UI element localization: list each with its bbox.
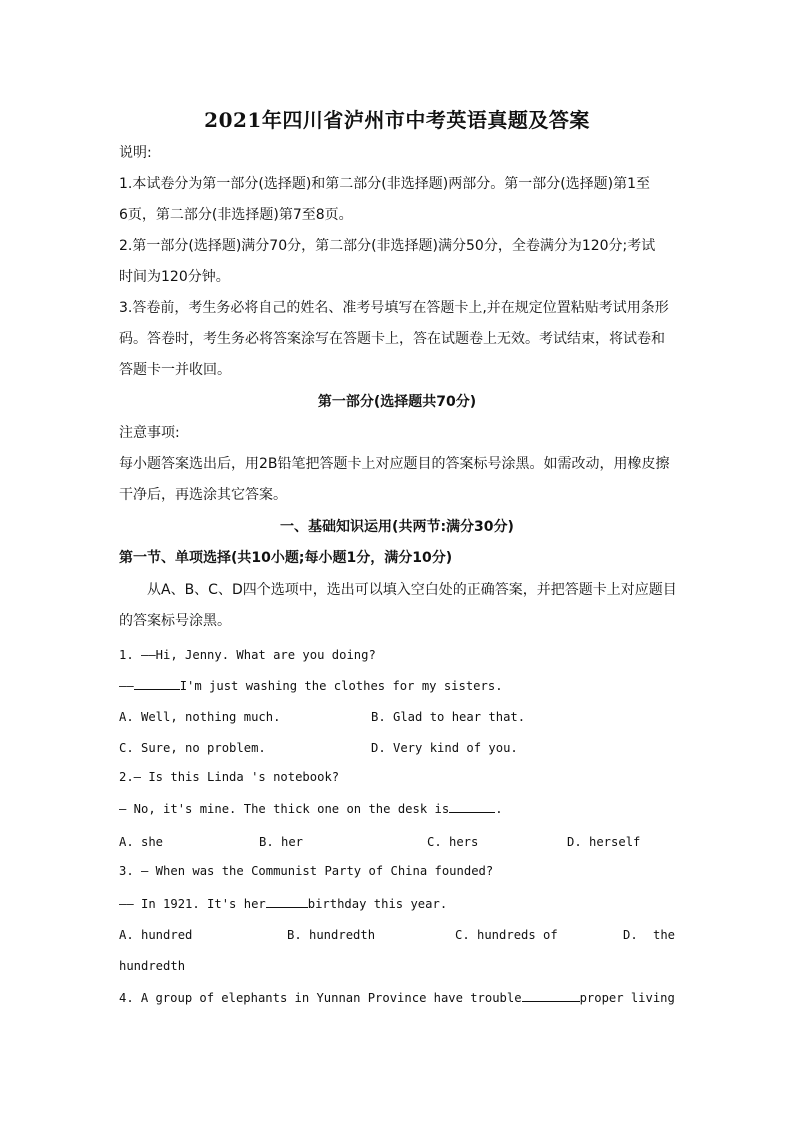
word: of — [199, 991, 215, 1005]
option-b: B. Glad to hear that. — [371, 710, 526, 724]
notes-line: 每小题答案选出后，用2B铅笔把答题卡上对应题目的答案标号涂黑。如需改动，用橡皮擦 — [119, 456, 670, 472]
option-c: C. hundreds of — [455, 928, 558, 942]
word: in — [294, 991, 310, 1005]
word: Yunnan — [316, 991, 361, 1005]
option-a: A. she — [119, 835, 164, 849]
reply-end: birthday this year. — [307, 897, 448, 911]
intro-line: 6页，第二部分(非选择题)第7至8页。 — [119, 207, 353, 223]
option-d-label: D. — [623, 928, 638, 942]
option-a: A. Well, nothing much. — [119, 710, 281, 724]
word-with-blank — [470, 983, 623, 1014]
intro-line: 1.本试卷分为第一部分(选择题)和第二部分(非选择题)两部分。第一部分(选择题)第1至 — [119, 176, 651, 192]
option-a: A. hundred — [119, 928, 193, 942]
intro-line: 码。答卷时，考生务必将答案涂写在答题卡上，答在试题卷上无效。考试结束，将试卷和 — [119, 331, 665, 347]
reply-text: I'm just washing the clothes for my sisters. — [179, 679, 503, 693]
answer-blank — [449, 798, 495, 813]
section-heading: 一、基础知识运用(共两节:满分30分) — [280, 519, 514, 535]
option-c: C. Sure, no problem. — [119, 741, 266, 755]
option-c: C. hers — [427, 835, 479, 849]
word: 4. — [119, 991, 134, 1005]
option-b: B. her — [259, 835, 304, 849]
answer-blank — [266, 893, 308, 908]
word: proper — [579, 991, 624, 1005]
option-d-text: the — [653, 928, 676, 942]
word: have — [433, 991, 463, 1005]
question-1-prompt: 1. ——Hi, Jenny. What are you doing? — [119, 648, 376, 662]
intro-line: 3.答卷前，考生务必将自己的姓名、准考号填写在答题卡上,并在规定位置粘贴考试用条形 — [119, 300, 669, 316]
question-1-reply — [119, 671, 503, 702]
word: trouble — [470, 991, 522, 1005]
word: Province — [367, 991, 427, 1005]
intro-label: 说明: — [119, 145, 152, 161]
option-d-continued: hundredth — [119, 959, 186, 973]
intro-line: 2.第一部分(选择题)满分70分，第二部分(非选择题)满分50分，全卷满分为120分;考试 — [119, 238, 656, 254]
option-d: D. Very kind of you. — [371, 741, 518, 755]
reply-text: —— In 1921. It's her — [119, 897, 266, 911]
word: group — [155, 991, 193, 1005]
intro-line: 时间为120分钟。 — [119, 269, 230, 285]
word: elephants — [221, 991, 288, 1005]
question-3-reply — [119, 889, 447, 920]
instructions-line: 从A、B、C、D四个选项中，选出可以填入空白处的正确答案，并把答题卡上对应题目 — [147, 582, 677, 598]
instructions-line: 的答案标号涂黑。 — [119, 613, 231, 629]
notes-line: 干净后，再选涂其它答案。 — [119, 487, 287, 503]
answer-blank — [134, 675, 180, 690]
intro-line: 答题卡一并收回。 — [119, 362, 231, 378]
document-title: 2021年四川省泸州市中考英语真题及答案 — [204, 108, 590, 132]
question-2-prompt: 2.— Is this Linda 's notebook? — [119, 770, 340, 784]
word: A — [140, 991, 149, 1005]
answer-blank — [522, 987, 580, 1002]
question-2-reply — [119, 794, 503, 825]
question-3-prompt: 3. — When was the Communist Party of China founded? — [119, 864, 494, 878]
option-b: B. hundredth — [287, 928, 376, 942]
question-4-prompt — [119, 983, 675, 1014]
notes-label: 注意事项: — [119, 425, 180, 441]
option-d: D. herself — [567, 835, 641, 849]
dash: —— — [119, 679, 134, 693]
part1-heading: 第一部分(选择题共70分) — [317, 394, 477, 410]
word: living — [630, 991, 675, 1005]
reply-end: . — [495, 802, 503, 816]
subsection-heading: 第一节、单项选择(共10小题;每小题1分，满分10分) — [119, 550, 453, 566]
reply-text: — No, it's mine. The thick one on the desk is — [119, 802, 450, 816]
